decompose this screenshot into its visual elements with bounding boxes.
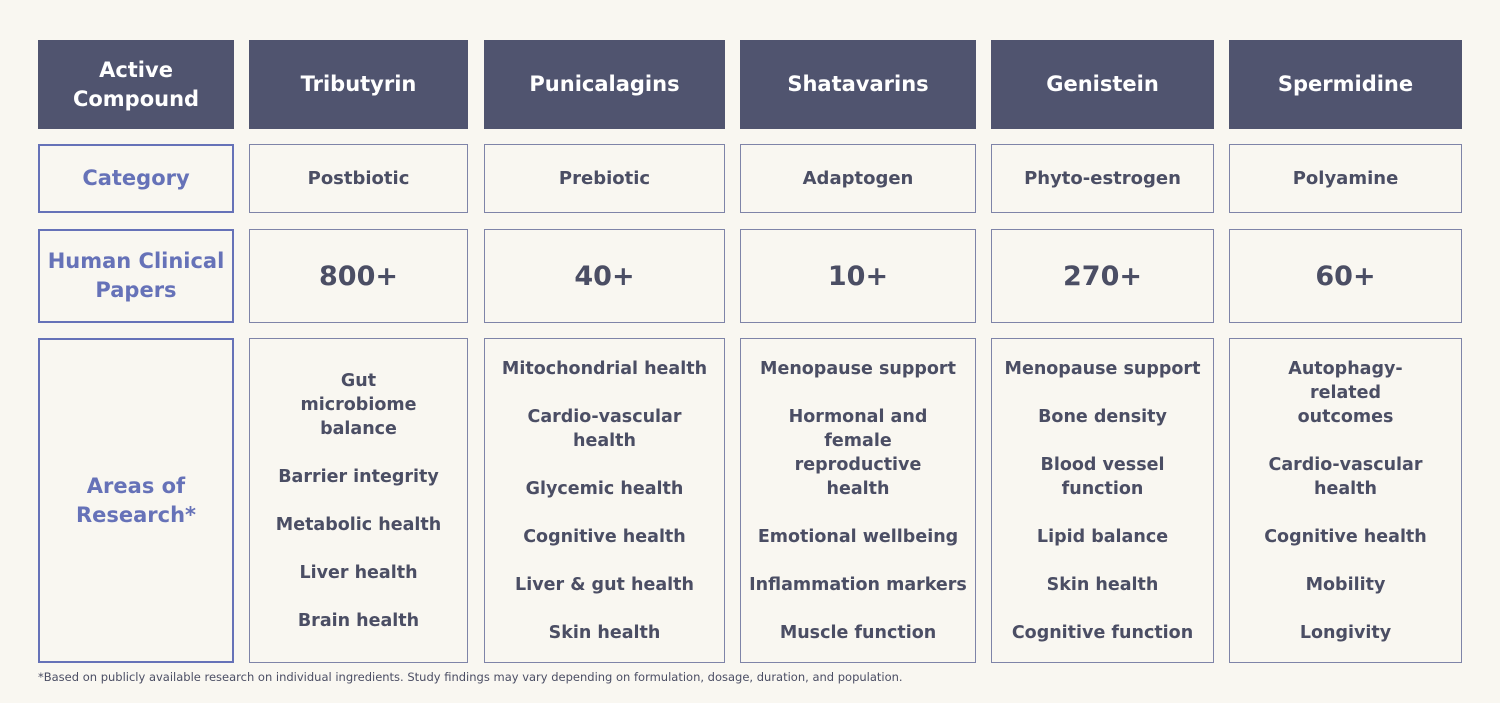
- papers-spermidine: 60+: [1229, 229, 1462, 323]
- area-item: Emotional wellbeing: [757, 526, 959, 547]
- area-item: Liver health: [299, 562, 418, 583]
- header-shatavarins: Shatavarins: [740, 40, 976, 129]
- areas-tributyrin: [249, 338, 468, 663]
- row-label-line: Research*: [75, 502, 197, 527]
- area-item: Brain health: [297, 610, 420, 631]
- category-spermidine: Polyamine: [1229, 144, 1462, 213]
- area-item: Longivity: [1299, 622, 1392, 643]
- row-label-line: Human Clinical: [47, 249, 225, 273]
- area-item: Menopause support: [760, 358, 956, 379]
- area-item: Cognitive function: [1011, 622, 1194, 643]
- area-item: Cognitive health: [1264, 526, 1427, 547]
- area-item: Glycemic health: [525, 478, 684, 499]
- area-item: Gut microbiome balance: [300, 370, 417, 439]
- row-label-areas-of-research: [38, 338, 234, 663]
- header-tributyrin: Tributyrin: [249, 40, 468, 129]
- category-tributyrin: Postbiotic: [249, 144, 468, 213]
- footnote: *Based on publicly available research on individual ingredients. Study findings may vary depending on formulation, dosage, duration, and population.: [38, 670, 903, 684]
- category-punicalagins: Prebiotic: [484, 144, 725, 213]
- category-genistein: Phyto-estrogen: [991, 144, 1214, 213]
- papers-tributyrin: 800+: [249, 229, 468, 323]
- row-label-line: Papers: [95, 278, 177, 302]
- header-label-line: Compound: [72, 86, 200, 111]
- area-item: Metabolic health: [275, 514, 442, 535]
- area-item: Skin health: [1046, 574, 1159, 595]
- area-item: Blood vessel function: [1040, 454, 1165, 499]
- header-genistein: Genistein: [991, 40, 1214, 129]
- area-item: Inflammation markers: [749, 574, 967, 595]
- area-item: Lipid balance: [1036, 526, 1169, 547]
- area-item: Skin health: [548, 622, 661, 643]
- area-item: Barrier integrity: [278, 466, 439, 487]
- row-label-category: Category: [38, 144, 234, 213]
- area-item: Liver & gut health: [515, 574, 694, 595]
- header-spermidine: Spermidine: [1229, 40, 1462, 129]
- areas-punicalagins: [484, 338, 725, 663]
- header-punicalagins: Punicalagins: [484, 40, 725, 129]
- area-item: Muscle function: [779, 622, 937, 643]
- areas-shatavarins: [740, 338, 976, 663]
- row-label-human-clinical-papers: [38, 229, 234, 323]
- row-label-line: Areas of: [86, 473, 186, 498]
- header-label-line: Active: [99, 57, 173, 82]
- areas-genistein: [991, 338, 1214, 663]
- papers-shatavarins: 10+: [740, 229, 976, 323]
- area-item: Cardio-vascular health: [527, 406, 682, 451]
- areas-spermidine: [1229, 338, 1462, 663]
- header-label-active-compound: [38, 40, 234, 129]
- area-item: Autophagy-related outcomes: [1288, 358, 1403, 427]
- area-item: Menopause support: [1004, 358, 1201, 379]
- papers-punicalagins: 40+: [484, 229, 725, 323]
- area-item: Hormonal and female reproductive health: [788, 406, 928, 499]
- area-item: Cognitive health: [523, 526, 686, 547]
- papers-genistein: 270+: [991, 229, 1214, 323]
- area-item: Bone density: [1038, 406, 1167, 427]
- area-item: Cardio-vascular health: [1268, 454, 1423, 499]
- area-item: Mitochondrial health: [501, 358, 708, 379]
- area-item: Mobility: [1305, 574, 1386, 595]
- category-shatavarins: Adaptogen: [740, 144, 976, 213]
